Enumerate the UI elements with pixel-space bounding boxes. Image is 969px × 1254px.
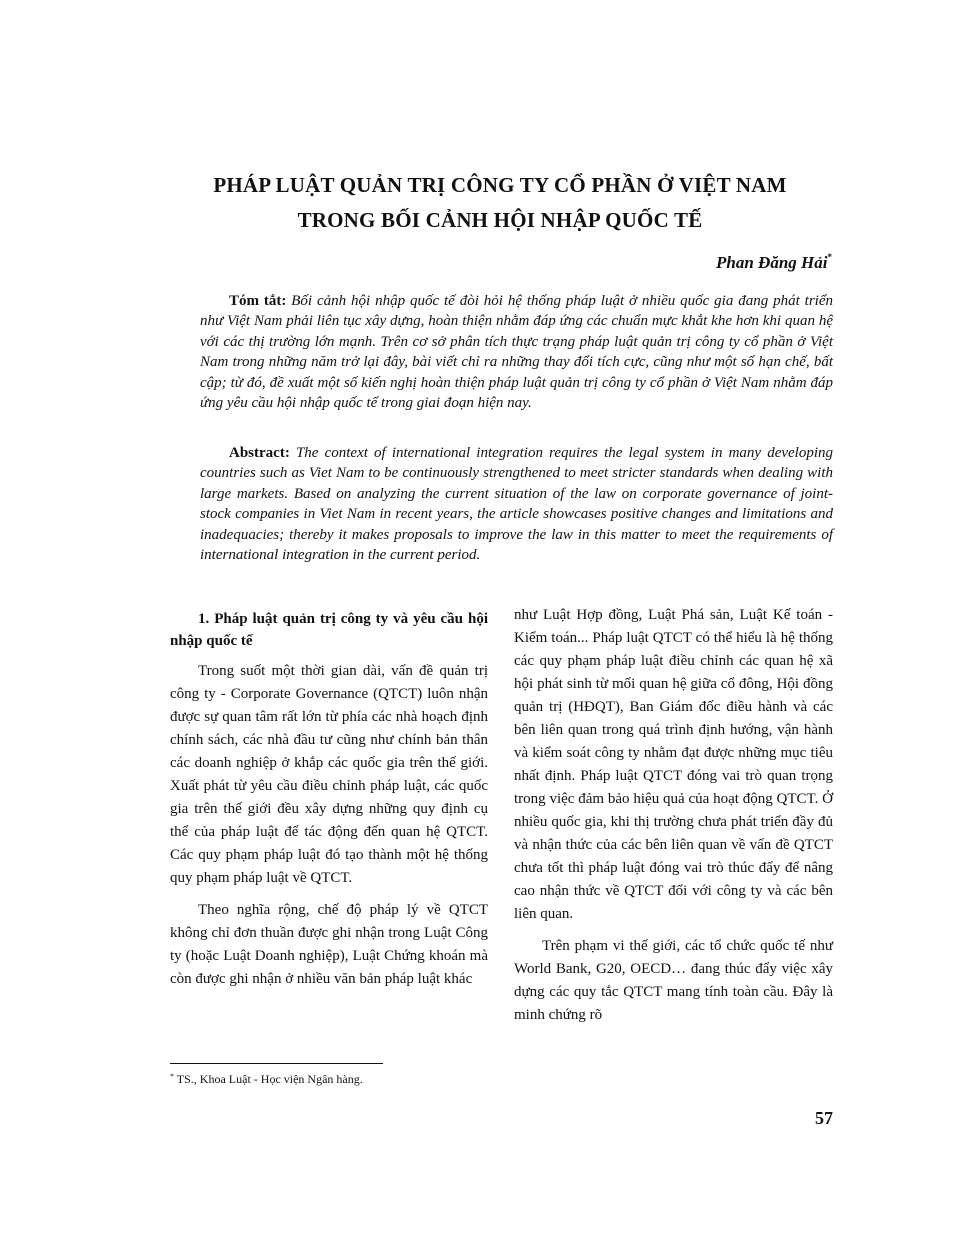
author-name <box>716 252 832 273</box>
section-heading: 1. Pháp luật quản trị công ty và yêu cầu hội nhập quốc tế <box>170 611 488 649</box>
title-line-1: PHÁP LUẬT QUẢN TRỊ CÔNG TY CỔ PHẦN Ở VIỆT NAM <box>213 173 787 197</box>
body-paragraph-continued: như Luật Hợp đồng, Luật Phá sản, Luật Kế toán - Kiểm toán... Pháp luật QTCT có thể hiểu là hệ thống các quy phạm pháp luật điều chỉnh các quan hệ xã hội phát sinh từ mối quan hệ giữa cổ đông, Hội đồng quản trị (HĐQT), Ban Giám đốc điều hành và các bên liên quan trong quá trình định hướng, vận hành và kiểm soát công ty nhằm đạt được những mục tiêu nhất định. Pháp luật QTCT đóng vai trò quan trọng trong việc đảm bảo hiệu quả của hoạt động QTCT. Ở nhiều quốc gia, khi thị trường chưa phát triển đầy đủ và nhận thức của các bên liên quan về vấn đề QTCT chưa tốt thì pháp luật đóng vai trò thúc đẩy để nâng cao nhận thức về QTCT đối với công ty và các bên liên quan. <box>514 607 833 922</box>
abstract-vi-label: Tóm tắt: <box>229 293 287 309</box>
right-column <box>514 604 833 1036</box>
abstract-vi-text: Bối cảnh hội nhập quốc tế đòi hỏi hệ thống pháp luật ở nhiều quốc gia đang phát triển như Việt Nam phải liên tục xây dựng, hoàn thiện nhằm đáp ứng các chuẩn mực khắt khe hơn khi quan hệ với các thị trường lớn mạnh. Trên cơ sở phân tích thực trạng pháp luật quản trị công ty cổ phần ở Việt Nam trong những năm trở lại đây, bài viết chỉ ra những thay đổi tích cực, cũng như một số hạn chế, bất cập; từ đó, đề xuất một số kiến nghị hoàn thiện pháp luật quản trị công ty cổ phần ở Việt Nam nhằm đáp ứng yêu cầu hội nhập quốc tế trong giai đoạn hiện nay. <box>200 293 833 412</box>
body-paragraph: Trong suốt một thời gian dài, vấn đề quản trị công ty - Corporate Governance (QTCT) luôn nhận được sự quan tâm rất lớn từ phía các nhà hoạch định chính sách, các nhà đầu tư cũng như chính bản thân các doanh nghiệp ở khắp các quốc gia trên thế giới. Xuất phát từ yêu cầu điều chỉnh pháp luật, các quốc gia trên thế giới đều xây dựng những quy định cụ thể của pháp luật để tác động đến quan hệ QTCT. Các quy phạm pháp luật đó tạo thành một hệ thống quy phạm pháp luật về QTCT. <box>170 663 488 886</box>
body-paragraph: Theo nghĩa rộng, chế độ pháp lý về QTCT không chỉ đơn thuần được ghi nhận trong Luật Công ty (hoặc Luật Doanh nghiệp), Luật Chứng khoán mà còn được ghi nhận ở nhiều văn bản pháp luật khác <box>170 902 488 987</box>
left-column <box>170 608 488 1000</box>
footnote <box>170 1072 363 1087</box>
author-footnote-mark: * <box>827 252 832 262</box>
abstract-vietnamese <box>200 291 833 413</box>
body-paragraph: Trên phạm vi thế giới, các tổ chức quốc tế như World Bank, G20, OECD… đang thúc đẩy việc xây dựng các quy tắc QTCT mang tính toàn cầu. Đây là minh chứng rõ <box>514 938 833 1023</box>
footnote-mark: * <box>170 1072 174 1081</box>
abstract-english <box>200 443 833 565</box>
author-text: Phan Đăng Hải <box>716 253 828 272</box>
footnote-text: TS., Khoa Luật - Học viện Ngân hàng. <box>176 1072 363 1086</box>
abstract-en-text: The context of international integration requires the legal system in many developing countries such as Viet Nam to be continuously strengthened to meet stricter standards when dealing with large markets. Based on analyzing the current situation of the law on corporate governance of joint-stock companies in Viet Nam in recent years, the article showcases positive changes and limitations and inadequacies; thereby it makes proposals to improve the law in this matter to meet the requirements of international integration in the current period. <box>200 445 834 564</box>
article-title <box>100 168 900 238</box>
footnote-divider <box>170 1063 383 1064</box>
abstract-en-label: Abstract: <box>229 445 290 461</box>
title-line-2: TRONG BỐI CẢNH HỘI NHẬP QUỐC TẾ <box>297 208 703 232</box>
page-number: 57 <box>815 1108 833 1128</box>
